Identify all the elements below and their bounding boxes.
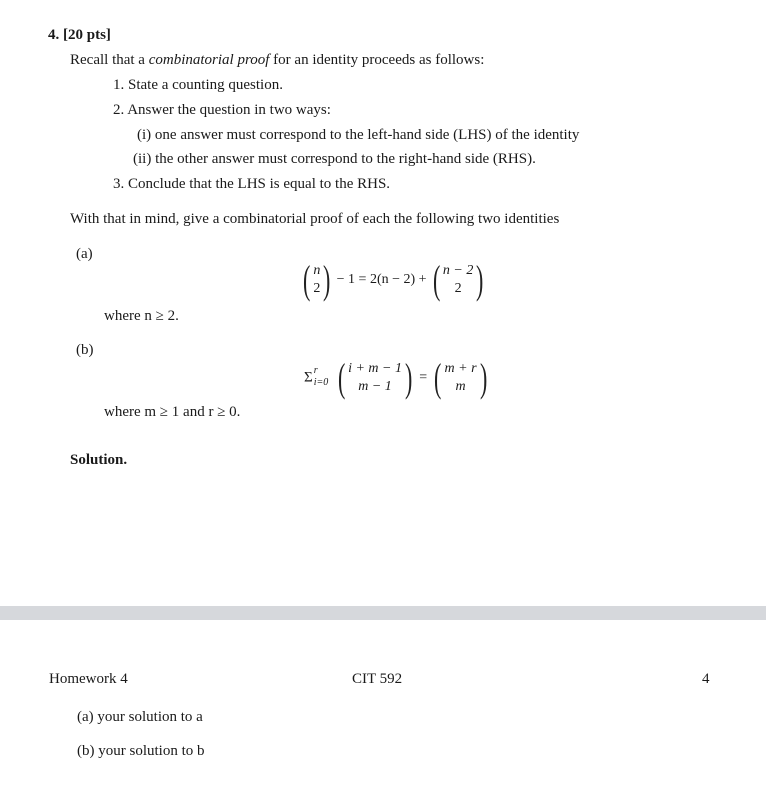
step-3 bbox=[113, 176, 390, 193]
binom-bottom: m bbox=[455, 379, 466, 394]
binom-n-2 bbox=[313, 262, 320, 298]
footer-left: Homework 4 bbox=[49, 671, 128, 687]
binom-top: i + m − 1 bbox=[348, 361, 402, 376]
part-b-label: (b) bbox=[76, 342, 94, 358]
answer-text: your solution to a bbox=[97, 709, 203, 725]
sum-upper: r bbox=[313, 365, 318, 376]
equation-a bbox=[300, 258, 487, 302]
substep-i bbox=[137, 127, 579, 144]
binom-m-r bbox=[445, 360, 477, 396]
substep-text: the other answer must correspond to the right-hand side (RHS). bbox=[155, 151, 536, 167]
page-separator bbox=[0, 606, 766, 620]
step-2 bbox=[113, 102, 331, 119]
left-paren: ( bbox=[432, 257, 440, 302]
equals-sign: = bbox=[419, 370, 428, 385]
answer-text: your solution to b bbox=[98, 743, 205, 759]
answer-b bbox=[77, 743, 205, 760]
right-paren: ) bbox=[479, 355, 487, 400]
step-number: 3. bbox=[113, 176, 125, 192]
part-a-condition: where n ≥ 2. bbox=[104, 308, 179, 324]
step-text: Conclude that the LHS is equal to the RHS. bbox=[128, 176, 391, 192]
step-number: 1. bbox=[113, 77, 125, 93]
footer-center: CIT 592 bbox=[352, 671, 403, 687]
intro-text bbox=[70, 52, 484, 69]
equation-b bbox=[304, 356, 490, 400]
intro-suffix: for an identity proceeds as follows: bbox=[269, 52, 485, 68]
footer-page-number: 4 bbox=[702, 671, 710, 687]
step-text: Answer the question in two ways: bbox=[127, 102, 331, 118]
right-paren: ) bbox=[323, 257, 331, 302]
substep-number: (i) bbox=[137, 127, 152, 143]
binom-top: n − 2 bbox=[442, 263, 474, 278]
substep-number: (ii) bbox=[133, 151, 152, 167]
step-text: State a counting question. bbox=[128, 77, 283, 93]
part-b-condition: where m ≥ 1 and r ≥ 0. bbox=[104, 404, 241, 420]
sum-lower: i=0 bbox=[313, 377, 329, 388]
binom-n-minus-2-2 bbox=[443, 262, 473, 298]
binom-i-m bbox=[348, 360, 402, 396]
problem-heading bbox=[48, 27, 111, 44]
step-1 bbox=[113, 77, 283, 94]
left-paren: ( bbox=[337, 355, 346, 400]
answer-label: (a) bbox=[77, 709, 94, 725]
sum-symbol: Σ bbox=[304, 369, 313, 386]
solution-label: Solution. bbox=[70, 452, 128, 468]
intro-emphasis: combinatorial proof bbox=[148, 52, 270, 68]
part-a-label: (a) bbox=[76, 246, 93, 262]
substep-ii bbox=[133, 151, 536, 168]
answer-label: (b) bbox=[77, 743, 95, 759]
binom-bottom: 2 bbox=[454, 281, 462, 296]
equation-middle: − 1 = 2(n − 2) + bbox=[336, 272, 427, 287]
binom-bottom: 2 bbox=[313, 281, 321, 296]
answer-a bbox=[77, 709, 203, 726]
summation bbox=[304, 363, 331, 393]
problem-points: [20 pts] bbox=[63, 27, 111, 43]
binom-top: m + r bbox=[444, 361, 477, 376]
left-paren: ( bbox=[434, 355, 442, 400]
intro-prefix: Recall that a bbox=[70, 52, 149, 68]
instruction-text: With that in mind, give a combinatorial proof of each the following two identities bbox=[70, 211, 560, 227]
left-paren: ( bbox=[302, 257, 311, 302]
right-paren: ) bbox=[476, 257, 484, 302]
problem-number: 4. bbox=[48, 27, 60, 43]
binom-top: n bbox=[313, 263, 321, 278]
binom-bottom: m − 1 bbox=[358, 379, 392, 394]
step-number: 2. bbox=[113, 102, 125, 118]
right-paren: ) bbox=[404, 355, 413, 400]
substep-text: one answer must correspond to the left-hand side (LHS) of the identity bbox=[154, 127, 580, 143]
